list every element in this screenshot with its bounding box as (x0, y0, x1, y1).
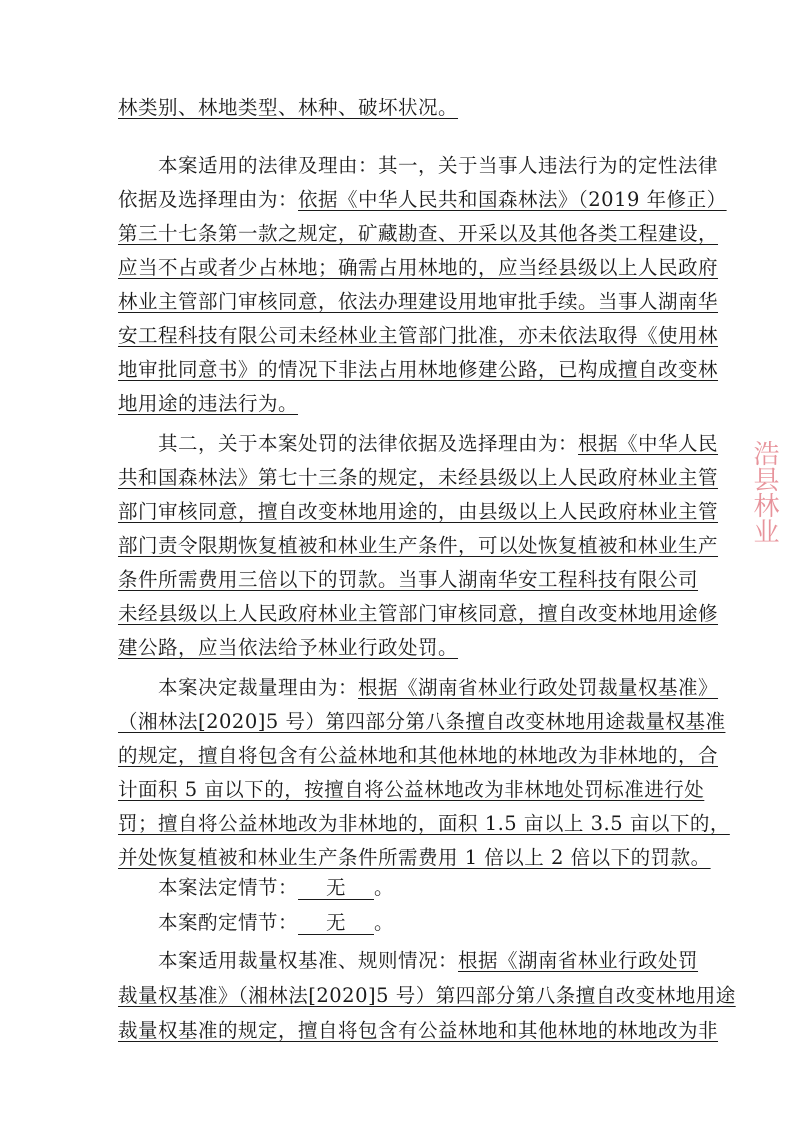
text-line (118, 533, 718, 559)
line-body-text: 第三十七条第一款之规定，矿藏勘查、开采以及其他各类工程建设， (118, 222, 719, 245)
text-line (118, 777, 704, 803)
line-body-text: 条件所需费用三倍以下的罚款。当事人湖南华安工程科技有限公司 (118, 568, 699, 591)
line-body-text: 地审批同意书》的情况下非法占用林地修建公路，已构成擅自改变林 (118, 358, 719, 381)
fill-in-blank: 无 (298, 912, 374, 935)
text-line (118, 323, 718, 349)
line-body-text: 的规定，擅自将包含有公益林地和其他林地的林地改为非林地的，合 (118, 744, 719, 767)
line-body-text: 根据《湖南省林业行政处罚裁量权基准》 (358, 676, 719, 699)
official-seal-fragment: 浩县林业 (749, 440, 779, 544)
text-line (118, 845, 711, 871)
text-line (118, 465, 718, 491)
line-tail-text: 。 (374, 911, 395, 934)
line-body-text: 裁量权基准的规定，擅自将包含有公益林地和其他林地的林地改为非 (118, 1019, 719, 1042)
text-line (158, 910, 394, 936)
line-body-text: 林类别、林地类型、林种、破坏状况。 (118, 96, 459, 119)
line-body-text: 地用途的违法行为。 (118, 392, 299, 415)
text-line (118, 499, 718, 525)
text-line (158, 875, 394, 901)
line-body-text: 安工程科技有限公司未经林业主管部门批准，亦未依法取得《使用林 (118, 324, 719, 347)
text-line (118, 1018, 718, 1044)
line-lead-text: 本案法定情节： (158, 876, 299, 899)
text-line (158, 153, 718, 179)
line-body-text: 根据《湖南省林业行政处罚 (458, 949, 699, 972)
line-body-text: 根据《中华人民 (578, 432, 719, 455)
line-body-text: （湘林法[2020]5 号）第四部分第八条擅自改变林地用途裁量权基准 (118, 710, 726, 733)
line-body-text: 计面积 5 亩以下的，按擅自将公益林地改为非林地处罚标准进行处 (118, 778, 705, 801)
text-line (158, 431, 718, 457)
line-lead-text: 本案决定裁量理由为： (158, 676, 359, 699)
text-line (118, 187, 727, 213)
line-body-text: 应当不占或者少占林地；确需占用林地的，应当经县级以上人民政府 (118, 256, 719, 279)
text-line (118, 357, 718, 383)
line-body-text: 裁量权基准》（湘林法[2020]5 号）第四部分第八条擅自改变林地用途 (118, 984, 736, 1007)
fill-in-blank: 无 (298, 877, 374, 900)
text-line (118, 567, 698, 593)
text-line (118, 289, 718, 315)
line-body-text: 林业主管部门审核同意，依法办理建设用地审批手续。当事人湖南华 (118, 290, 719, 313)
line-body-text: 本案适用的法律及理由：其一，关于当事人违法行为的定性法律 (158, 154, 719, 177)
text-line (118, 743, 718, 769)
text-line (118, 221, 718, 247)
text-line (118, 95, 458, 121)
text-line (118, 811, 730, 837)
text-line (118, 983, 736, 1009)
line-body-text: 并处恢复植被和林业生产条件所需费用 1 倍以上 2 倍以下的罚款。 (118, 846, 711, 869)
line-body-text: 未经县级以上人民政府林业主管部门审核同意，擅自改变林地用途修 (118, 602, 719, 625)
line-lead-text: 本案适用裁量权基准、规则情况： (158, 949, 459, 972)
line-tail-text: 。 (374, 876, 395, 899)
text-line (158, 948, 698, 974)
line-lead-text: 其二，关于本案处罚的法律依据及选择理由为： (158, 432, 579, 455)
text-line (158, 675, 718, 701)
text-line (118, 635, 458, 661)
line-body-text: 部门责令限期恢复植被和林业生产条件，可以处恢复植被和林业生产 (118, 534, 719, 557)
line-body-text: 共和国森林法》第七十三条的规定，未经县级以上人民政府林业主管 (118, 466, 719, 489)
line-body-text: 部门审核同意，擅自改变林地用途的，由县级以上人民政府林业主管 (118, 500, 719, 523)
line-body-text: 罚；擅自将公益林地改为非林地的，面积 1.5 亩以上 3.5 亩以下的， (118, 812, 730, 835)
text-line (118, 391, 298, 417)
text-line (118, 255, 718, 281)
text-line (118, 601, 718, 627)
text-line (118, 709, 725, 735)
line-body-text: 依据《中华人民共和国森林法》（2019 年修正） (298, 188, 727, 211)
line-lead-text: 本案酌定情节： (158, 911, 299, 934)
line-lead-text: 依据及选择理由为： (118, 188, 299, 211)
line-body-text: 建公路，应当依法给予林业行政处罚。 (118, 636, 459, 659)
